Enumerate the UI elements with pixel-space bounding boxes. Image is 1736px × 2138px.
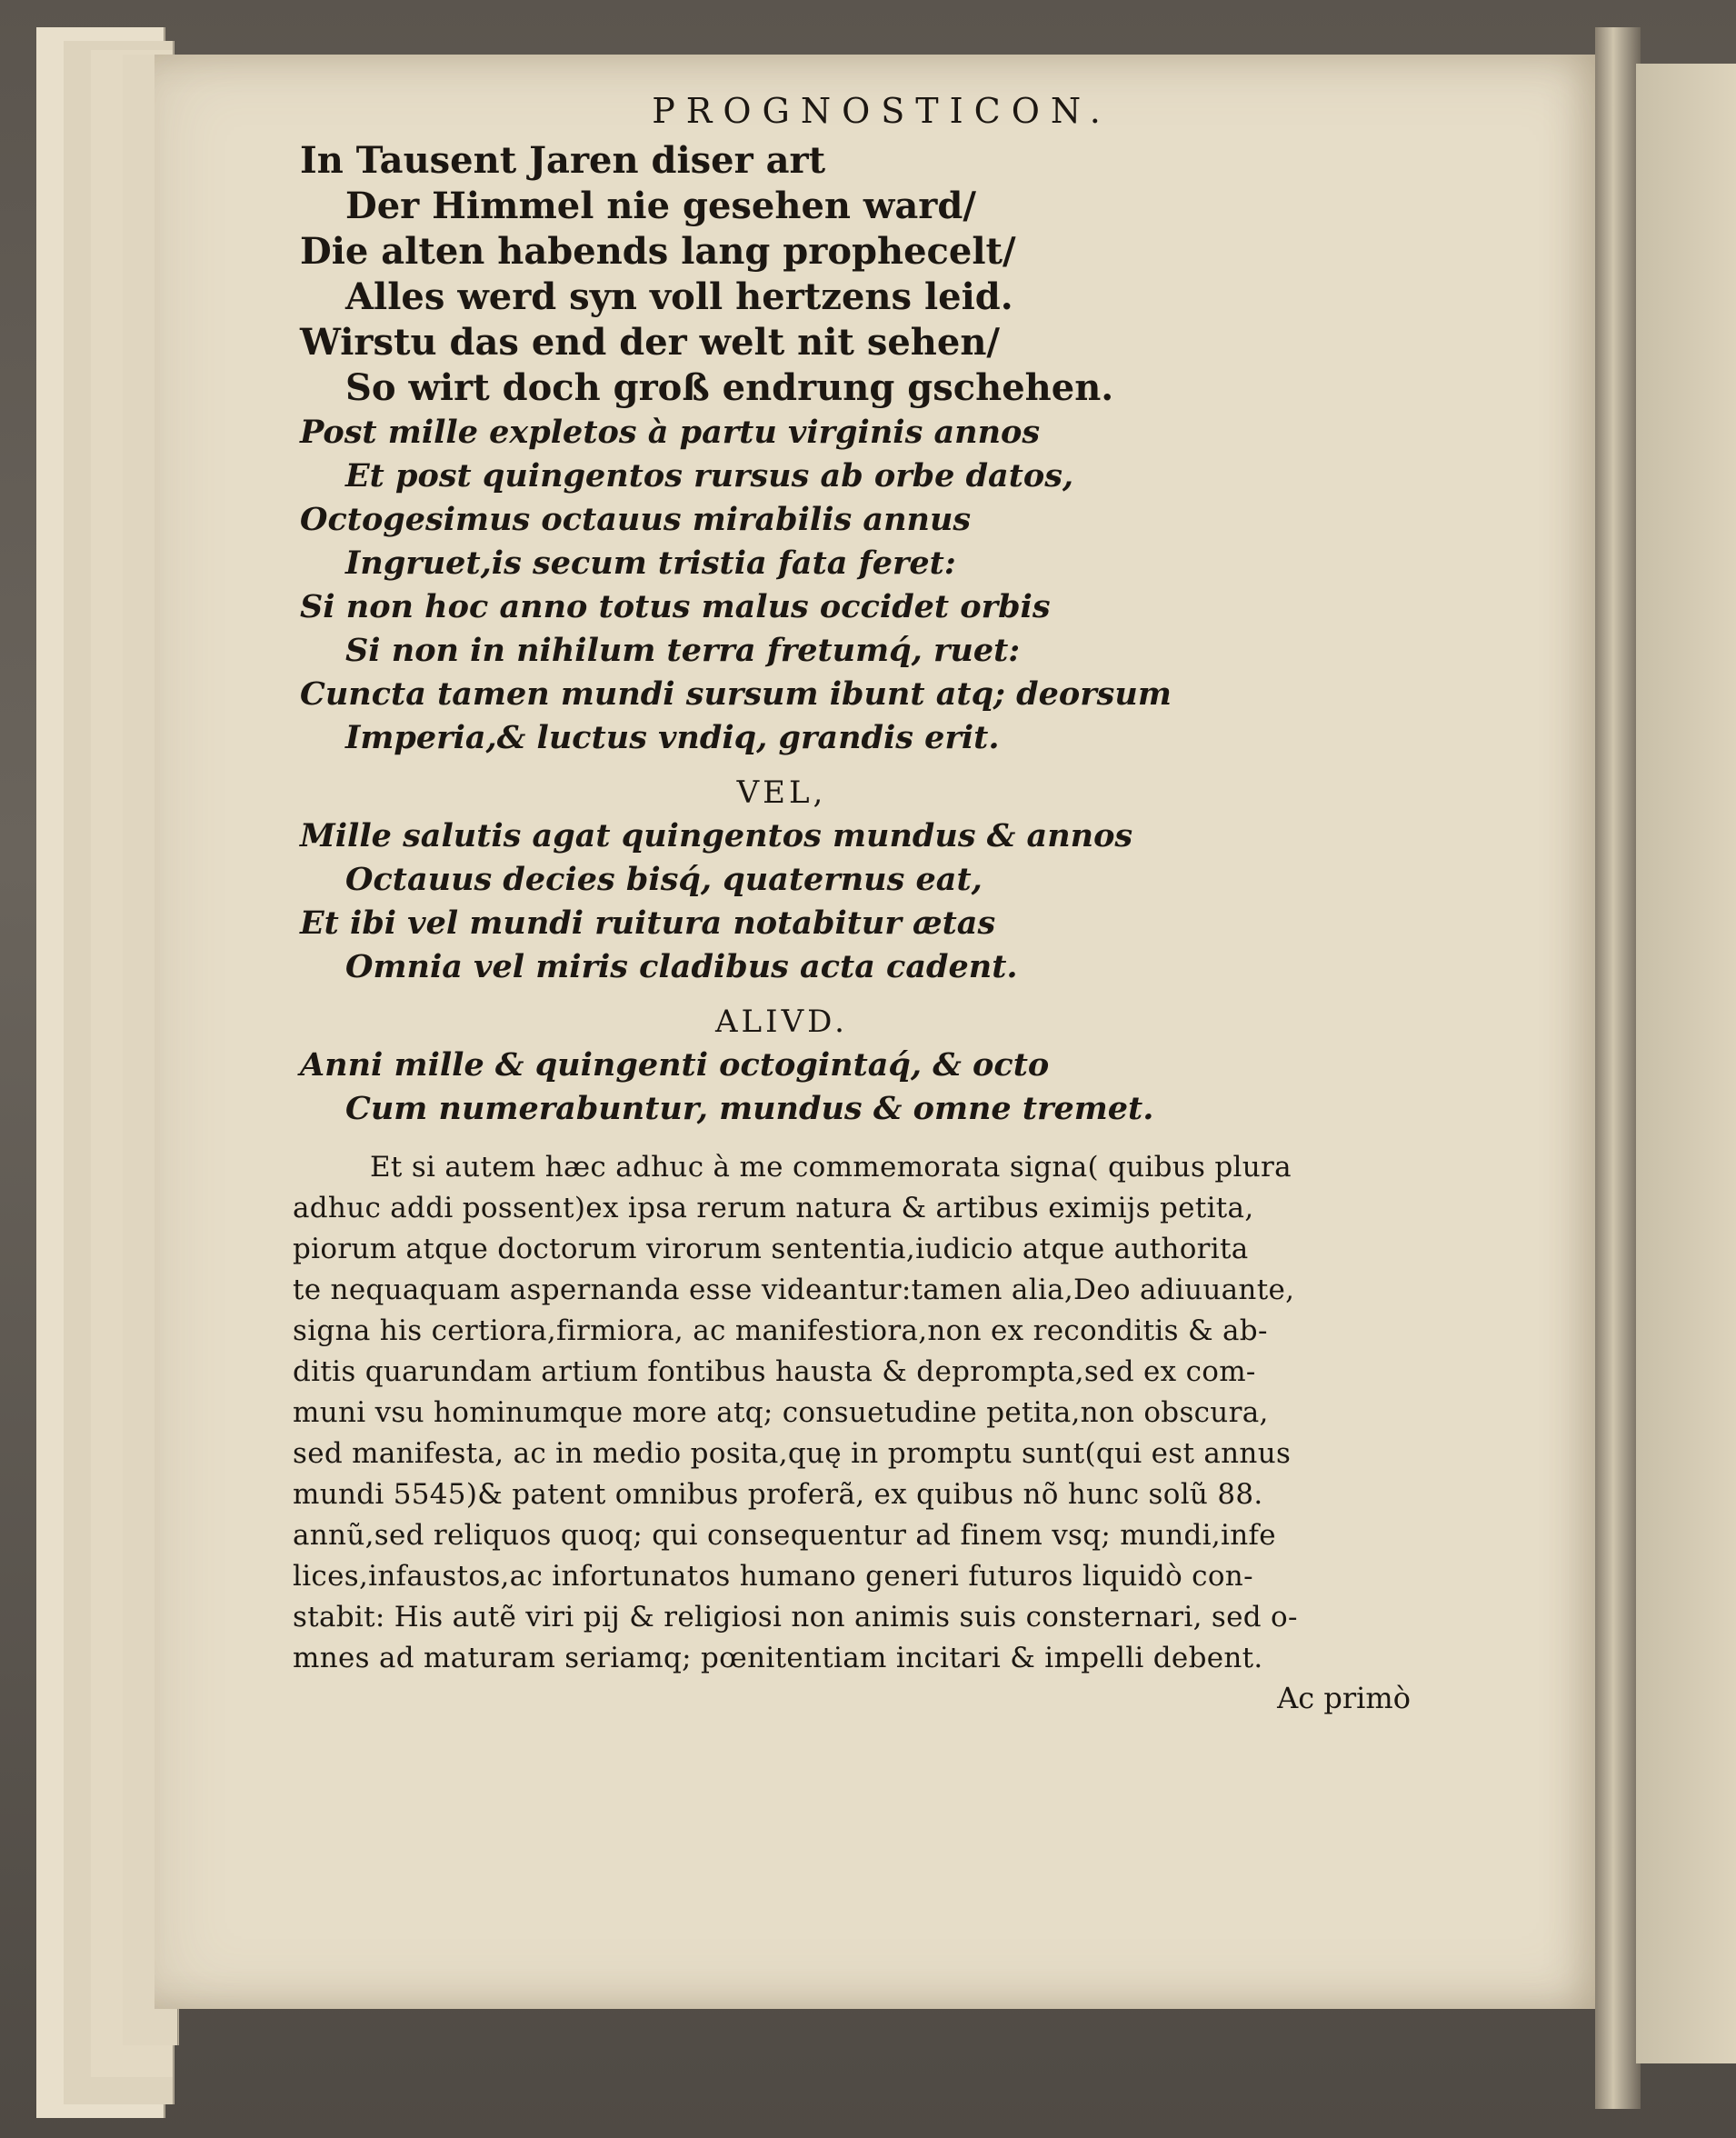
running-header: PROGNOSTICON. (652, 91, 1112, 131)
heading-vel: VEL, (736, 774, 827, 811)
verse-line: Si non in nihilum terra fretumq́, ruet: (345, 632, 1021, 669)
verse-line: Si non hoc anno totus malus occidet orbis (300, 588, 1051, 625)
prose-line: adhuc addi possent)ex ipsa rerum natura & artibus eximijs petita, (293, 1192, 1254, 1224)
verse-line: Die alten habends lang prophecelt/ (300, 230, 1016, 273)
verse-line: Imperia,& luctus vndiq, grandis erit. (345, 719, 1000, 756)
verse-line: Anni mille & quingenti octogintaq́, & octo (300, 1046, 1050, 1084)
page-text (293, 91, 1445, 1715)
heading-aliud: ALIVD. (715, 1004, 848, 1040)
verse-line: In Tausent Jaren diser art (300, 139, 826, 182)
latin-verse-first (300, 411, 1445, 760)
latin-verse-second (300, 814, 1445, 989)
latin-verse-third (300, 1044, 1445, 1131)
prose-line: lices,infaustos,ac infortunatos humano generi futuros liquidò con- (293, 1560, 1253, 1593)
prose-line: te nequaquam aspernanda esse videantur:tamen alia,Deo adiuuante, (293, 1274, 1295, 1306)
prose-line: sed manifesta, ac in medio posita,quę in promptu sunt(qui est annus (293, 1437, 1292, 1470)
verse-line: Octogesimus octauus mirabilis annus (300, 501, 972, 538)
catchword: Ac primò (1277, 1681, 1411, 1715)
prose-line: ditis quarundam artium fontibus hausta & deprompta,sed ex com- (293, 1355, 1256, 1388)
prose-line: signa his certiora,firmiora, ac manifestiora,non ex reconditis & ab- (293, 1314, 1268, 1347)
prose-line: muni vsu hominumque more atq; consuetudine petita,non obscura, (293, 1396, 1269, 1429)
prose-paragraph (293, 1147, 1438, 1715)
verse-line: Cum numerabuntur, mundus & omne tremet. (345, 1090, 1154, 1127)
verse-line: Post mille expletos à partu virginis annos (300, 414, 1041, 451)
prose-line: mundi 5545)& patent omnibus proferã, ex quibus nõ hunc solũ 88. (293, 1478, 1263, 1511)
prose-line: stabit: His autẽ viri pij & religiosi non animis suis consternari, sed o- (293, 1601, 1298, 1633)
prose-line: mnes ad maturam seriamq; pœnitentiam incitari & impelli debent. (293, 1642, 1263, 1674)
verse-line: Omnia vel miris cladibus acta cadent. (345, 948, 1018, 985)
verse-line: Ingruet,is secum tristia fata feret: (345, 544, 956, 582)
verse-line: Et post quingentos rursus ab orbe datos, (345, 457, 1074, 495)
verse-line: So wirt doch groß endrung gschehen. (345, 366, 1114, 409)
verse-line: Wirstu das end der welt nit sehen/ (300, 321, 1001, 364)
prose-line: piorum atque doctorum virorum sententia,iudicio atque authorita (293, 1233, 1249, 1265)
verse-line: Alles werd syn voll hertzens leid. (345, 275, 1013, 318)
verse-line: Der Himmel nie gesehen ward/ (345, 185, 976, 227)
prose-line: Et si autem hæc adhuc à me commemorata signa( quibus plura (370, 1151, 1292, 1184)
prose-line: annũ,sed reliquos quoq; qui consequentur ad finem vsq; mundi,infe (293, 1519, 1276, 1552)
book-gutter (1595, 27, 1641, 2109)
verse-line: Et ibi vel mundi ruitura notabitur ætas (300, 904, 996, 942)
verse-line: Octauus decies bisq́, quaternus eat, (345, 861, 983, 898)
verse-line: Cuncta tamen mundi sursum ibunt atq; deorsum (300, 675, 1172, 713)
verse-line: Mille salutis agat quingentos mundus & annos (300, 817, 1133, 854)
right-page-edge (1636, 64, 1736, 2063)
german-verse (300, 138, 1445, 411)
